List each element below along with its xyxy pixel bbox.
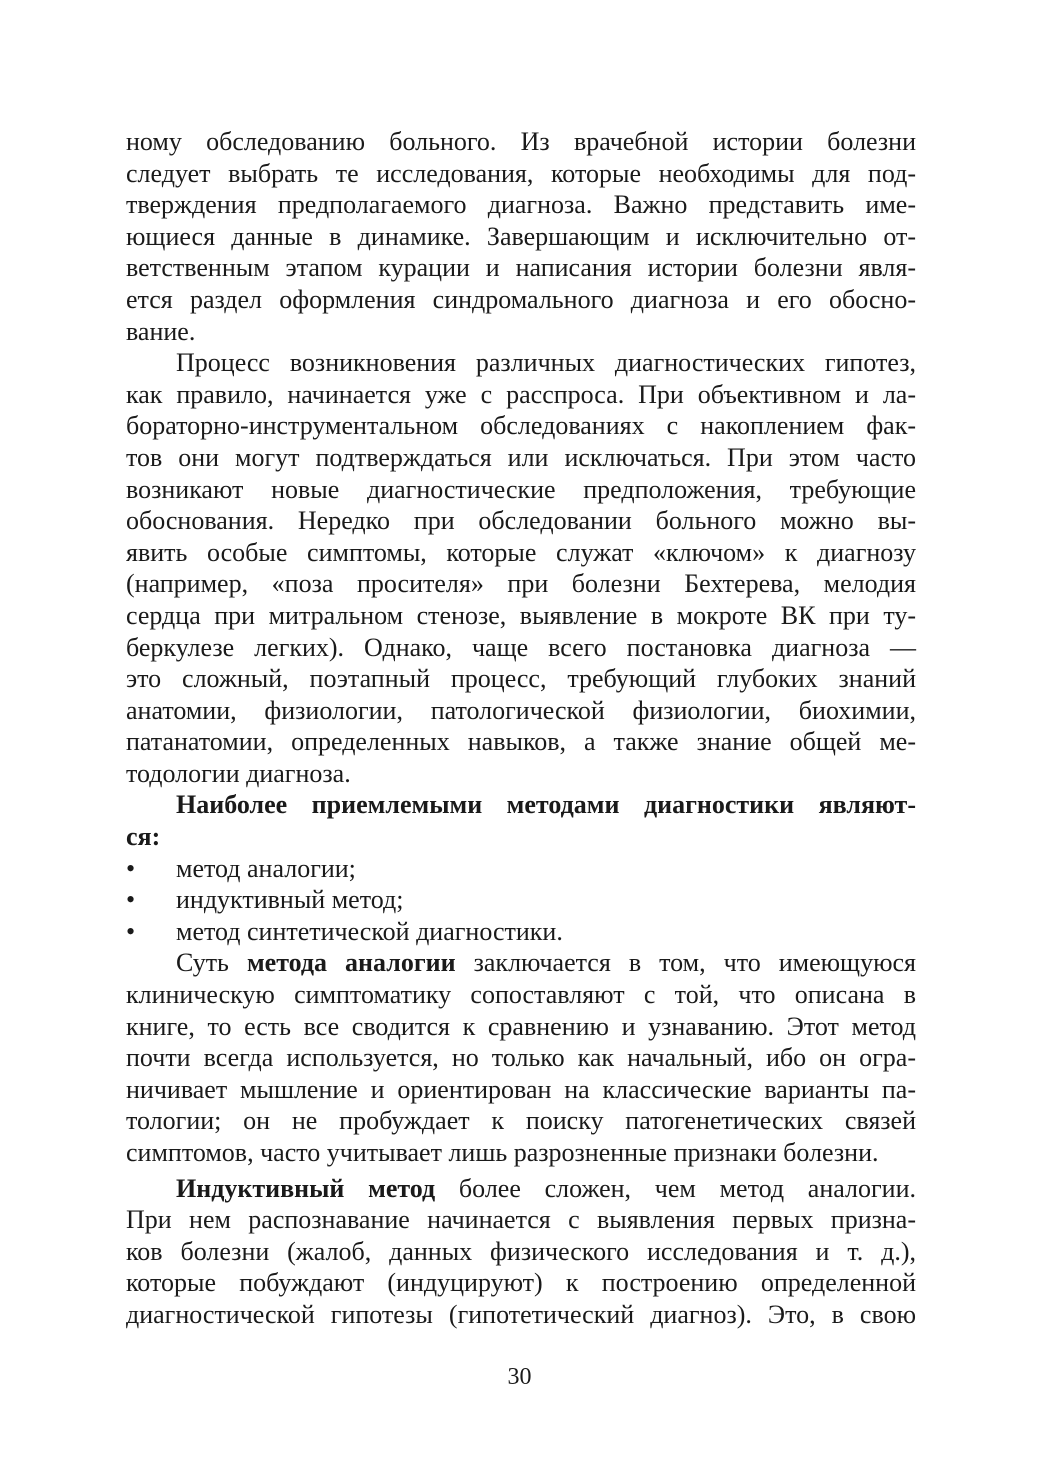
- text-line: ется раздел оформления синдромального диагноза и его обосно-: [126, 284, 916, 314]
- text-line: [126, 1173, 916, 1205]
- page-number: 30: [507, 1364, 532, 1390]
- text-line: тологии; он не пробуждает к поиску патогенетических связей: [126, 1106, 916, 1136]
- body-text: [126, 126, 916, 1331]
- text-line: (например, «поза просителя» при болезни Бехтерева, мелодия: [126, 569, 916, 599]
- text-line: [126, 947, 916, 979]
- list-item: [126, 884, 916, 916]
- text-line: симптомов, часто учитывает лишь разрозненные признаки болезни.: [126, 1138, 879, 1167]
- text-line: анатомии, физиологии, патологической физиологии, биохимии,: [126, 695, 916, 725]
- paragraph-analogy-method: [126, 947, 916, 1168]
- paragraph-continuation: [126, 126, 916, 347]
- term-bold: метода аналогии: [246, 948, 456, 978]
- list-item-text: индуктивный метод;: [176, 885, 404, 915]
- text-run: Суть: [176, 948, 247, 978]
- bullet-icon: •: [126, 853, 136, 883]
- text-run: более сложен, чем метод аналогии.: [435, 1173, 916, 1203]
- text-line: клиническую симптоматику сопоставляют с той, что описана в: [126, 980, 916, 1010]
- text-line: следует выбрать те исследования, которые необходимы для под-: [126, 158, 916, 188]
- text-line: бораторно-инструментальном обследованиях с накоплением фак-: [126, 411, 916, 441]
- text-line: тов они могут подтверждаться или исключаться. При этом часто: [126, 442, 916, 472]
- methods-list: [126, 853, 916, 948]
- text-line: патанатомии, определенных навыков, а также знание общей ме-: [126, 727, 916, 757]
- text-line: диагностической гипотезы (гипотетический диагноз). Это, в свою: [126, 1299, 916, 1329]
- text-line: сердца при митральном стенозе, выявление в мокроте ВК при ту-: [126, 600, 916, 630]
- text-line: ному обследованию больного. Из врачебной истории болезни: [126, 127, 916, 156]
- text-line: которые побуждают (индуцируют) к построению определенной: [126, 1268, 916, 1298]
- text-line: беркулезе легких). Однако, чаще всего постановка диагноза —: [126, 632, 916, 662]
- text-line: вание.: [126, 316, 196, 346]
- heading-line: ся:: [126, 822, 161, 852]
- list-item: [126, 853, 916, 885]
- text-line: ков болезни (жалоб, данных физического исследования и т. д.),: [126, 1236, 916, 1266]
- list-item-text: метод синтетической диагностики.: [176, 916, 563, 946]
- text-run: заключается в том, что имеющуюся: [455, 948, 916, 978]
- text-line: возникают новые диагностические предположения, требующие: [126, 474, 916, 504]
- text-line: это сложный, поэтапный процесс, требующий глубоких знаний: [126, 664, 916, 694]
- text-line: явить особые симптомы, которые служат «ключом» к диагнозу: [126, 537, 916, 567]
- text-line: Процесс возникновения различных диагностических гипотез,: [176, 348, 916, 378]
- text-line: ющиеся данные в динамике. Завершающим и исключительно от-: [126, 221, 916, 251]
- methods-heading: [126, 789, 916, 852]
- text-line: тодологии диагноза.: [126, 758, 351, 788]
- text-line: как правило, начинается уже с расспроса. При объективном и ла-: [126, 379, 916, 409]
- bullet-icon: •: [126, 916, 136, 946]
- list-item-text: метод аналогии;: [176, 853, 356, 883]
- text-line: почти всегда используется, но только как начальный, ибо он огра-: [126, 1043, 916, 1073]
- bullet-icon: •: [126, 885, 136, 915]
- heading-line: Наиболее приемлемыми методами диагностики являют-: [176, 790, 916, 820]
- text-line: тверждения предполагаемого диагноза. Важно представить име-: [126, 190, 916, 220]
- paragraph-diagnostic-hypotheses: [126, 347, 916, 789]
- paragraph-inductive-method: [126, 1173, 916, 1331]
- text-line: обоснования. Нередко при обследовании больного можно вы-: [126, 506, 916, 536]
- text-line: ветственным этапом курации и написания истории болезни явля-: [126, 253, 916, 283]
- list-item: [126, 916, 916, 948]
- text-line: ничивает мышление и ориентирован на классические варианты па-: [126, 1074, 916, 1104]
- term-bold: Индуктивный метод: [176, 1173, 436, 1203]
- text-line: книге, то есть все сводится к сравнению и узнаванию. Этот метод: [126, 1011, 916, 1041]
- text-line: При нем распознавание начинается с выявления первых призна-: [126, 1205, 916, 1235]
